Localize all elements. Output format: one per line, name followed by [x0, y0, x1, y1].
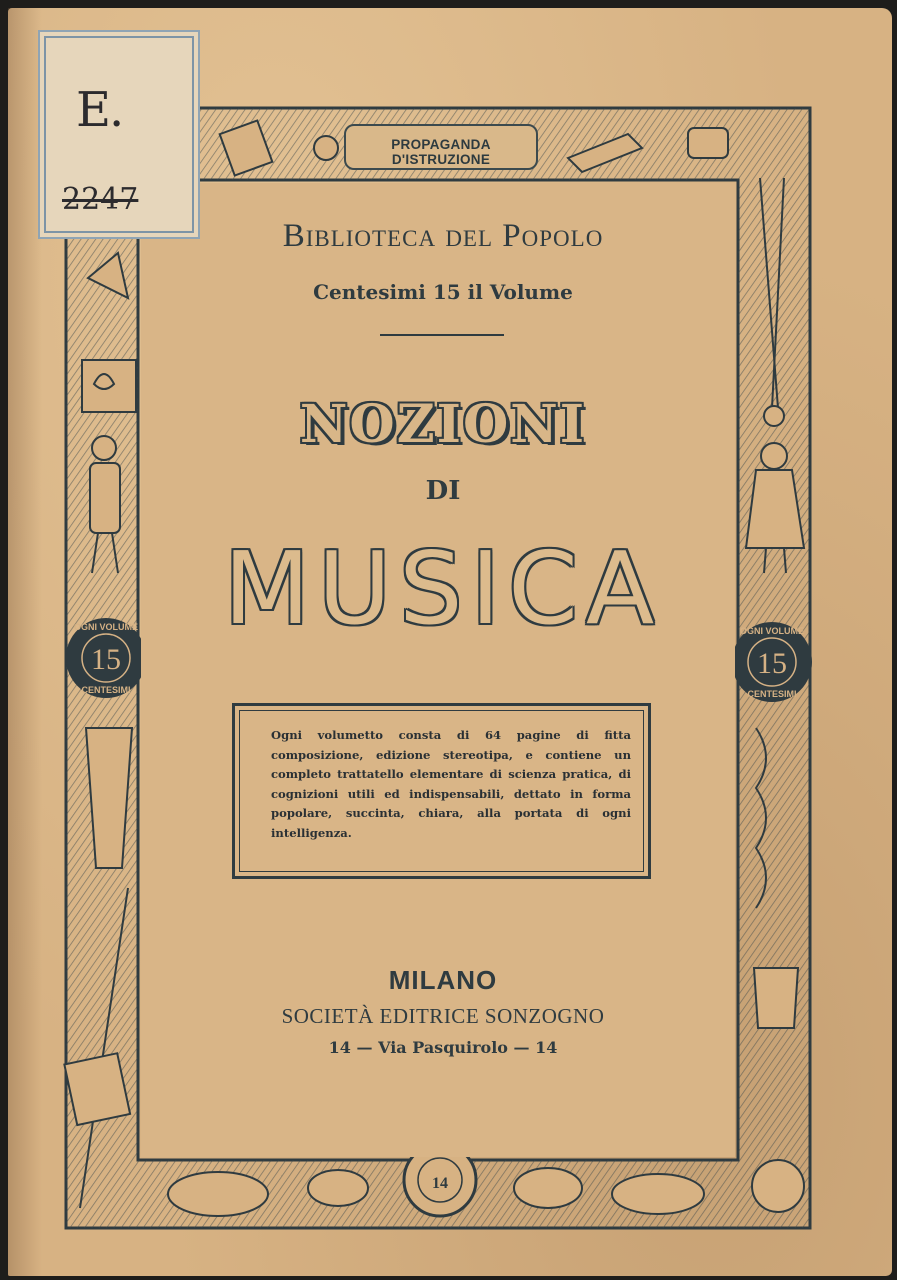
publisher-name: SOCIETÀ EDITRICE SONZOGNO	[281, 1004, 605, 1028]
title-line-2: DI	[425, 476, 461, 506]
publisher-address: 14 — Via Pasquirolo — 14	[328, 1038, 558, 1057]
info-box	[232, 703, 651, 879]
right-medal-number: 15	[757, 647, 787, 680]
left-medal-top-text: OGNI VOLUME	[73, 622, 139, 632]
book-cover	[8, 8, 892, 1276]
title-line-3: MUSICA	[223, 530, 663, 647]
publisher-city: MILANO	[388, 965, 498, 995]
left-medal-bottom-text: CENTESIMI	[81, 685, 131, 695]
library-stamp	[38, 30, 200, 239]
propaganda-banner	[344, 124, 538, 170]
title-divider	[380, 334, 504, 336]
right-medal-top-text: OGNI VOLUME	[739, 626, 805, 636]
info-text: Ogni volumetto consta di 64 pagine di fitta composizione, edizione stereotipa, e contiene un completo trattatello elementare di scienza pratica, di cognizioni utili ed indispensabili, dettato in forma popolare, succinta, chiara, alla portata di ogni intelligenza.	[271, 728, 631, 840]
stamp-top-mark: E.	[76, 82, 123, 138]
title-line-1: NOZIONI	[299, 394, 587, 455]
banner-text: PROPAGANDA D'ISTRUZIONE	[391, 137, 491, 167]
volume-number: 14	[432, 1175, 448, 1192]
right-price-medal	[732, 622, 812, 702]
left-medal-number: 15	[91, 643, 121, 676]
series-price: Centesimi 15 il Volume	[313, 280, 573, 304]
stamp-bottom-mark: 2247	[62, 182, 139, 217]
series-title: Biblioteca del Popolo	[282, 218, 604, 254]
left-price-medal	[66, 618, 146, 698]
right-medal-bottom-text: CENTESIMI	[747, 689, 797, 699]
